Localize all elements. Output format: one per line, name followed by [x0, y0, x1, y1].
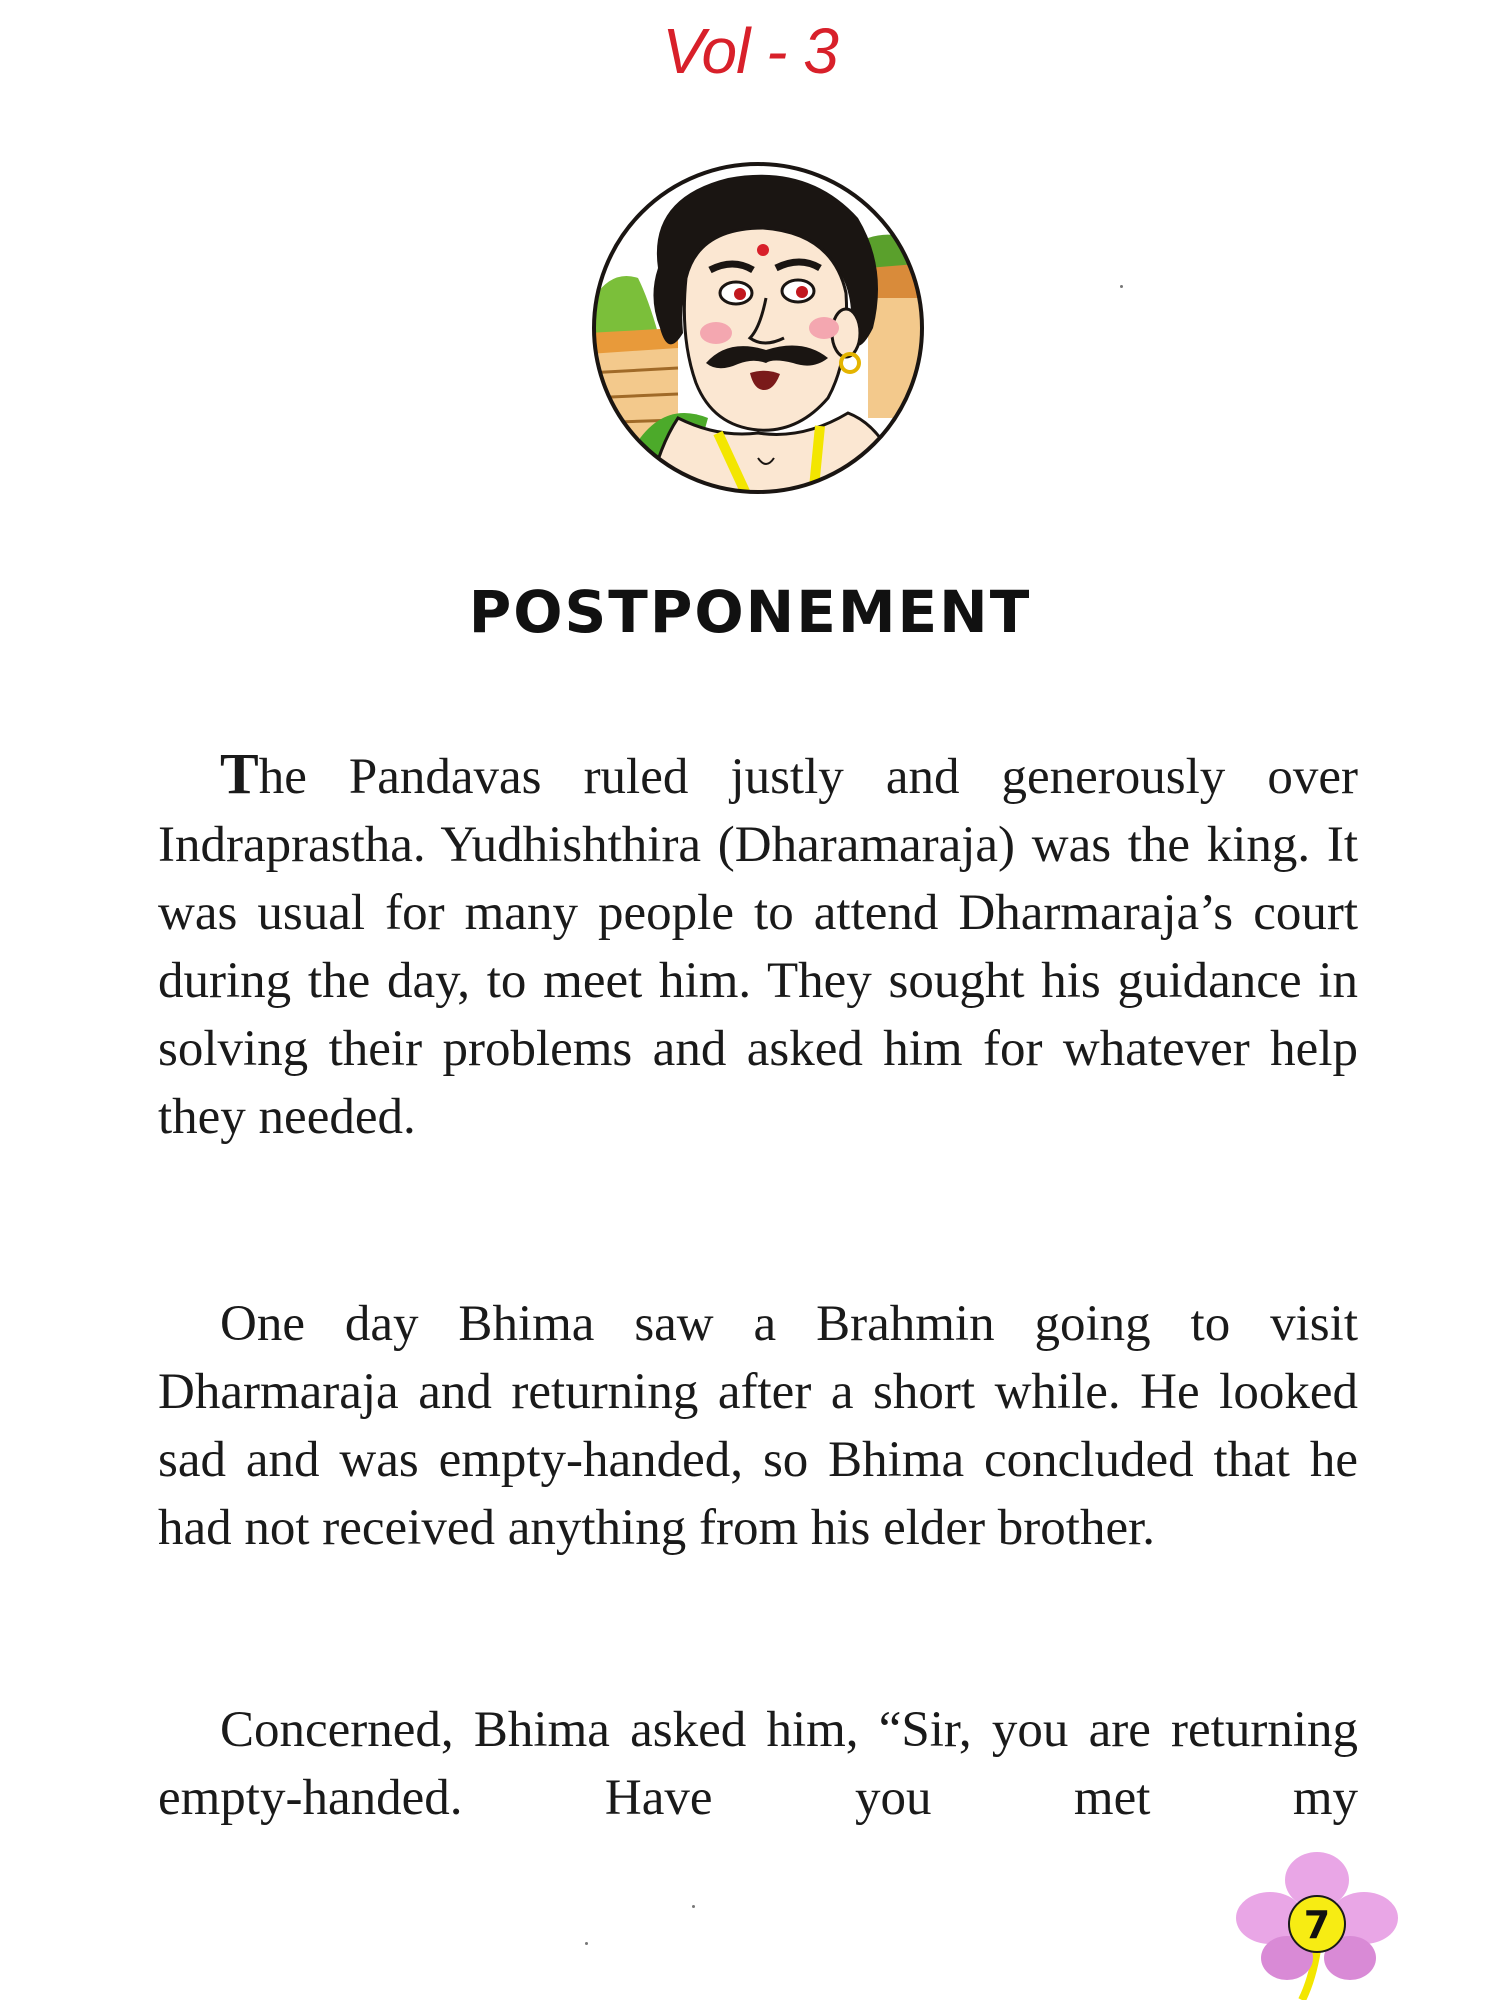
paragraph-1-text: he Pandavas ruled justly and generously over Indraprastha. Yudhishthira (Dharamaraja) was the king. It was usual for many people to attend Dharmaraja’s court during the day, to meet him. They sought his guidance in solving their problems and asked him for whatever help they needed.	[158, 749, 1358, 1145]
print-speck	[585, 1942, 588, 1945]
bhima-portrait-illustration	[588, 158, 928, 498]
print-speck	[1120, 285, 1123, 288]
paragraph-3: Concerned, Bhima asked him, “Sir, you are returning empty-handed. Have you met my	[158, 1702, 1358, 1826]
page-number: 7	[1303, 1903, 1331, 1947]
volume-label: Vol - 3	[662, 15, 838, 87]
paragraph-1	[158, 740, 1358, 1151]
paragraph-2: One day Bhima saw a Brahmin going to visit Dharmaraja and returning after a short while. He looked sad and was empty-handed, so Bhima concluded that he had not received anything from his elder brother.	[158, 1296, 1358, 1556]
print-speck	[692, 1905, 695, 1908]
flower-icon	[1232, 1850, 1402, 2000]
page-title: POSTPONEMENT	[468, 578, 1032, 646]
drop-cap: T	[220, 741, 259, 806]
